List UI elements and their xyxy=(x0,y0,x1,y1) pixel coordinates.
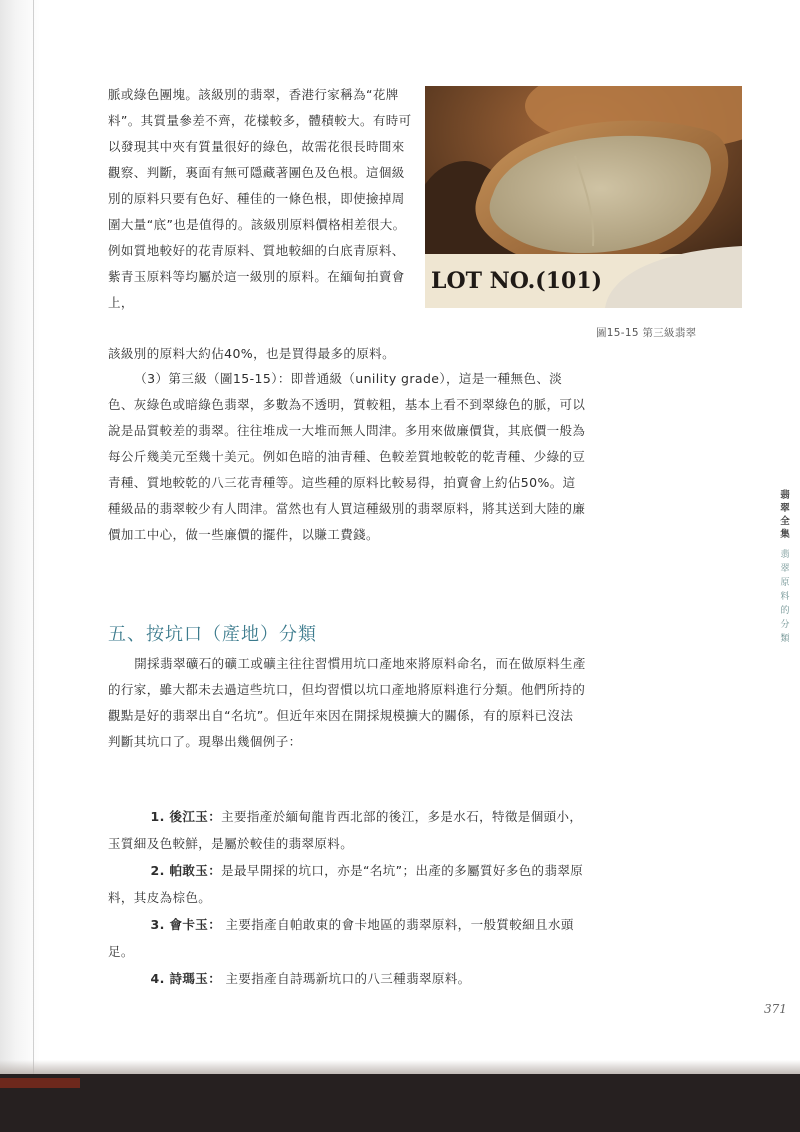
paragraph-3: 開採翡翠礦石的礦工或礦主往往習慣用坑口產地來將原料命名，而在做原料生產的行家，雖大都未去過這些坑口，但均習慣以坑口產地將原料進行分類。他們所持的觀點是好的翡翠出自“名坑”。但近年來因在開採規模擴大的關係，有的原料已沒法判斷其坑口了。現舉出幾個例子： xyxy=(108,656,586,749)
side-book-title: 翡翠全集 xyxy=(780,490,790,540)
paragraph-1-tail: 該級別的原料大約佔40%，也是買得最多的原料。 xyxy=(108,346,395,361)
jade-rough-illustration xyxy=(425,86,742,308)
page-number: 371 xyxy=(764,1002,787,1016)
paragraph-1: 脈或綠色團塊。該級別的翡翠，香港行家稱為“花牌料”。其質量參差不齊，花樣較多，體積較大。有時可以發現其中夾有質量很好的綠色，故需花很長時間來觀察、判斷，裏面有無可隱藏著團色及色根。這個級別的原料只要有色好、種佳的一條色根，即使撿掉周圍大量“底”也是值得的。該級別原料價格相差很大。例如質地較好的花青原料、質地較細的白底青原料、紫青玉原料等均屬於這一級別的原料。在緬甸拍賣會上， xyxy=(108,87,412,310)
list-item xyxy=(108,803,586,857)
list-term: 4. 詩瑪玉： xyxy=(150,971,222,986)
list-item xyxy=(108,857,586,911)
book-edge-color xyxy=(0,1078,80,1088)
page-gutter-shadow xyxy=(0,0,40,1075)
section-heading: 五、按坑口（產地）分類 xyxy=(108,624,317,645)
side-chapter-title: 翡翠原料的分類 xyxy=(780,550,790,644)
list-item xyxy=(108,911,586,965)
figure-15-15-photo xyxy=(425,86,742,308)
list-text: 是最早開採的坑口，亦是“名坑”；出產的多屬質好多色的翡翠原料，其皮為棕色。 xyxy=(108,863,584,905)
list-item xyxy=(108,965,586,992)
lot-number-label: LOT NO.(101) xyxy=(431,268,603,294)
list-term: 1. 後江玉： xyxy=(150,809,222,824)
list-term: 3. 會卡玉： xyxy=(150,917,222,932)
figure-caption: 圖15-15 第三級翡翠 xyxy=(596,327,697,339)
scan-bottom-band xyxy=(0,1074,800,1132)
list-text: 主要指產自帕敢東的會卡地區的翡翠原料，一般質較細且水頭足。 xyxy=(108,917,574,959)
paragraph-2: （3）第三級（圖15-15）：即普通級（unility grade），這是一種無色、淡色、灰綠色或暗綠色翡翠，多數為不透明，質較粗，基本上看不到翠綠色的脈，可以說是品質較差的翡翠。往往堆成一大堆而無人問津。多用來做廉價貨，其底價一般為每公斤幾美元至幾十美元。例如色暗的油青種、色較差質地較乾的乾青種、少綠的豆青種、質地較乾的八三花青種等。這些種的原料比較易得，拍賣會上約佔50%。這種級品的翡翠較少有人問津。當然也有人買這種級別的翡翠原料，將其送到大陸的廉價加工中心，做一些廉價的擺件，以賺工費錢。 xyxy=(108,371,586,542)
list-term: 2. 帕敢玉： xyxy=(150,863,222,878)
list-text: 主要指產於緬甸龍肯西北部的後江，多是水石，特徵是個頭小，玉質細及色較鮮，是屬於較佳的翡翠原料。 xyxy=(108,809,583,851)
list-text: 主要指產自詩瑪新坑口的八三種翡翠原料。 xyxy=(221,971,471,986)
example-list xyxy=(108,803,586,992)
binding-line xyxy=(33,0,34,1075)
